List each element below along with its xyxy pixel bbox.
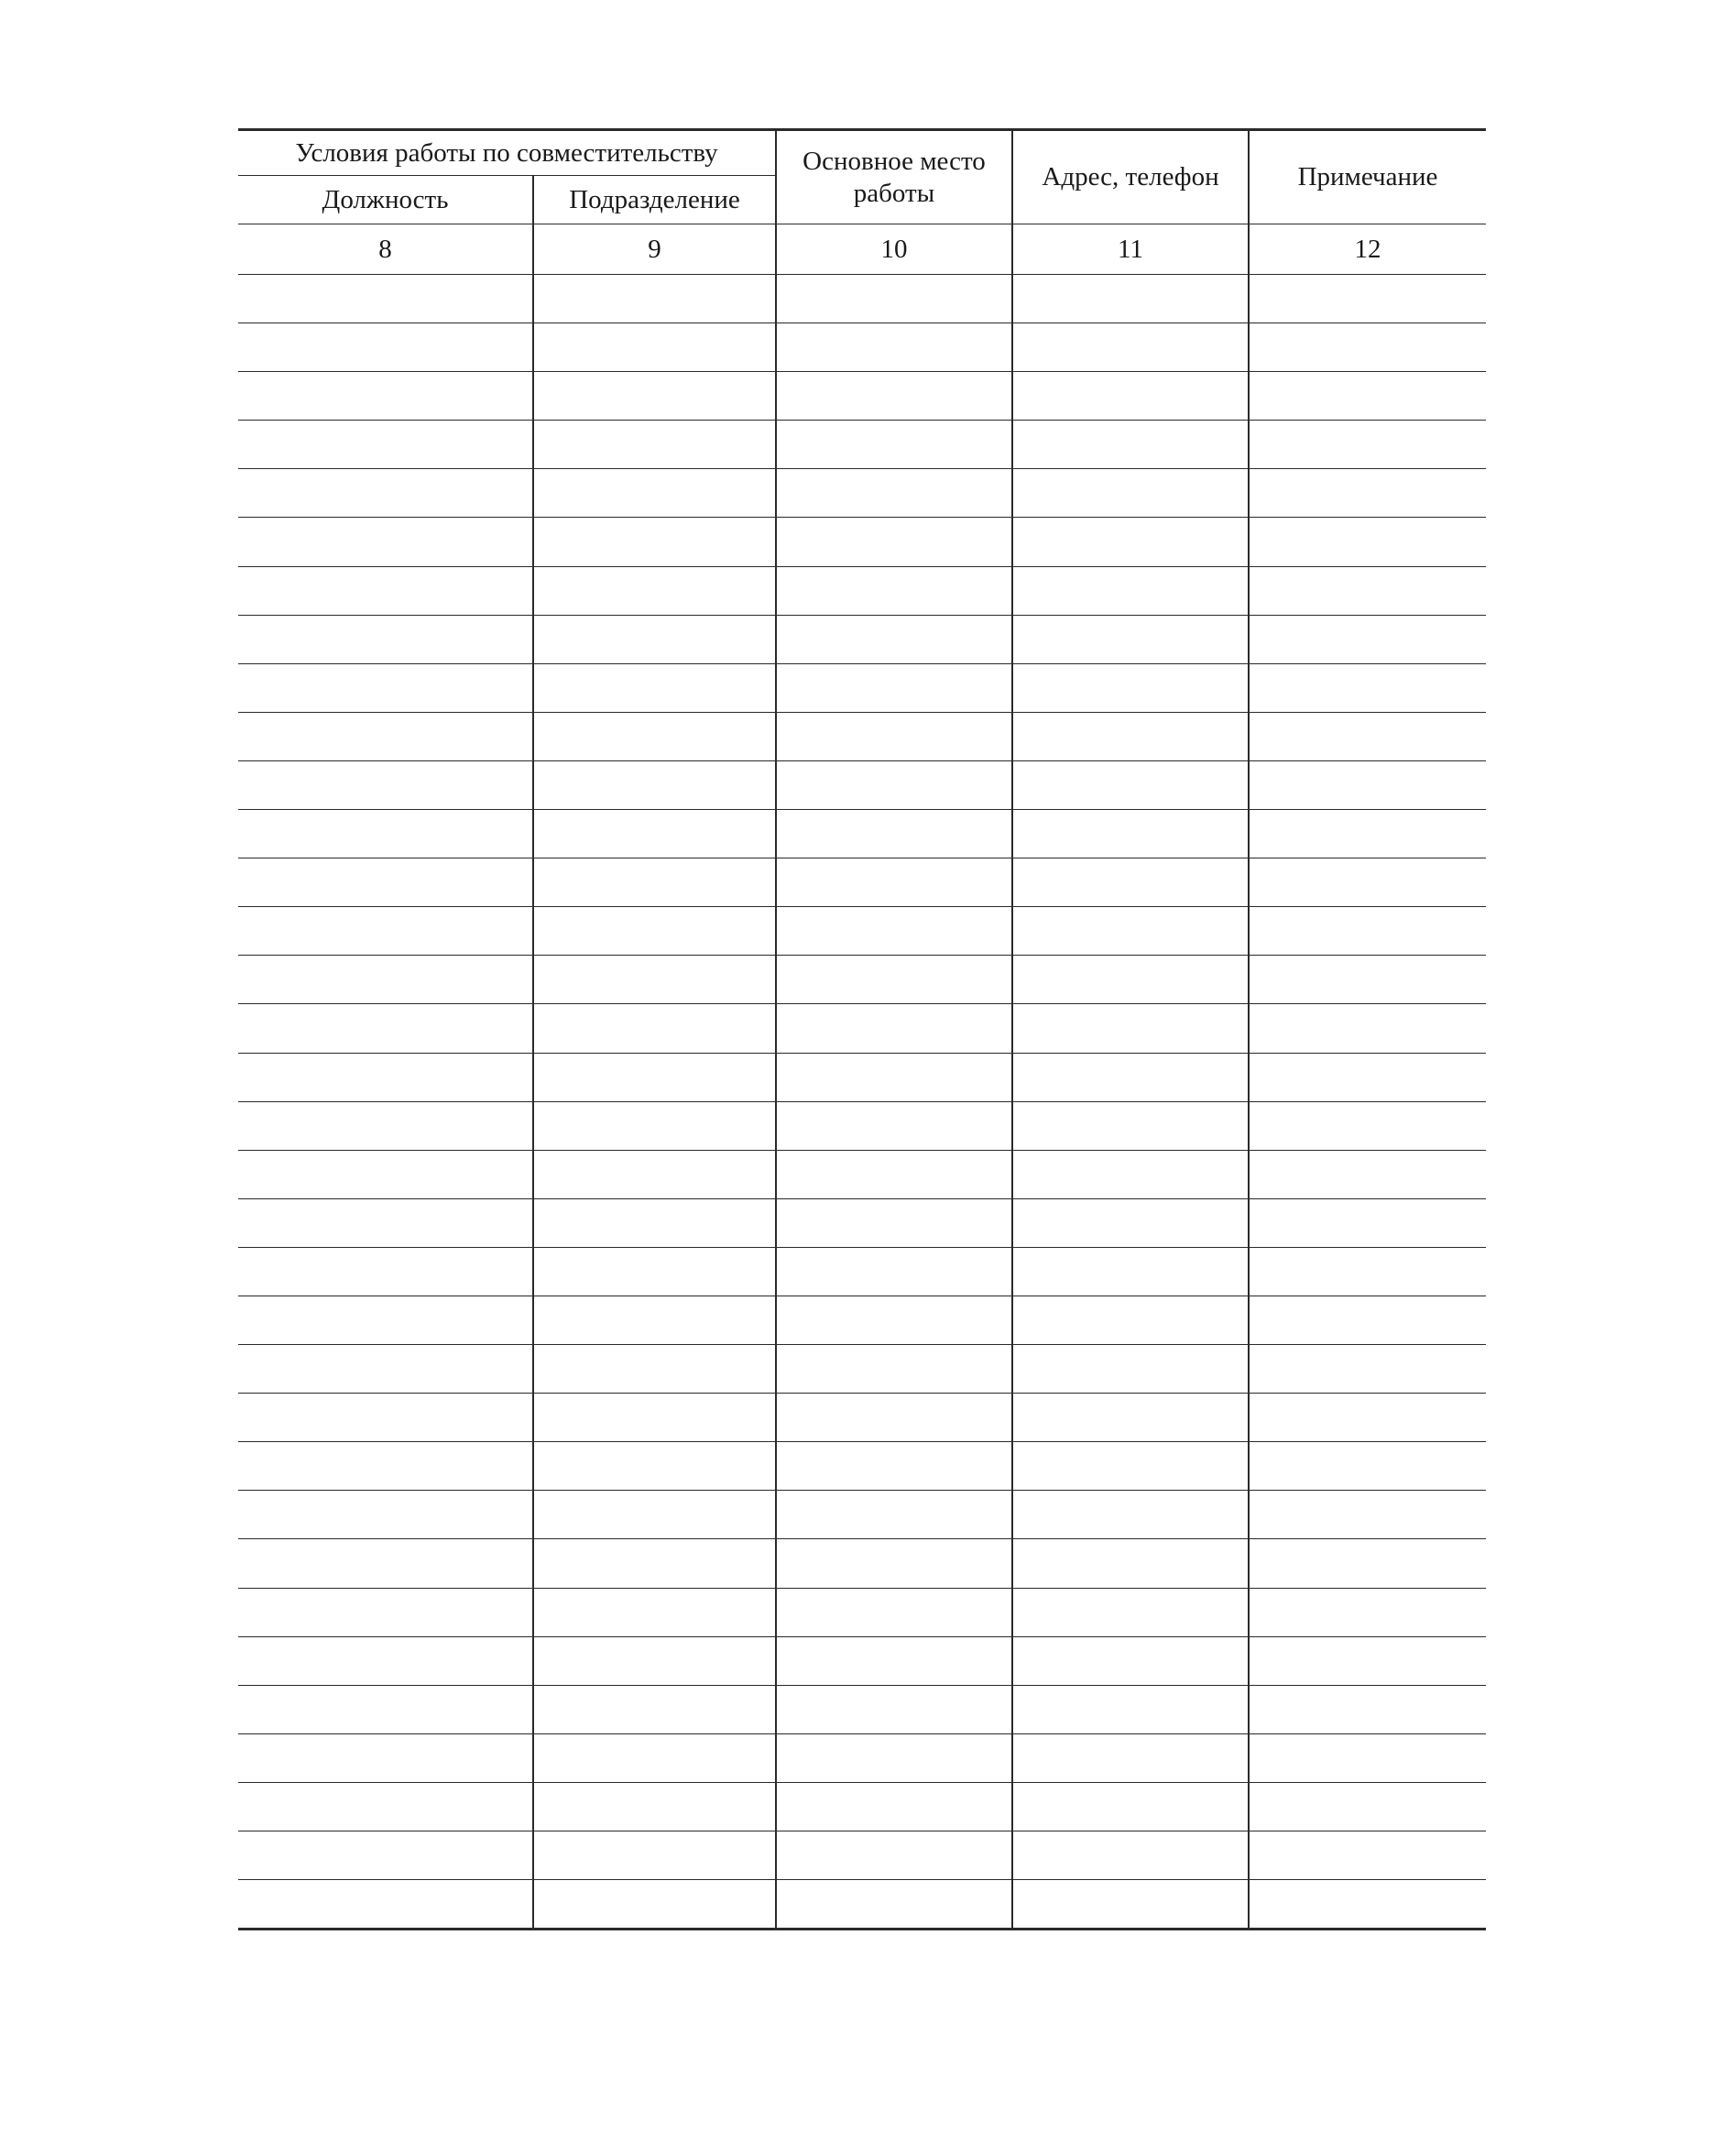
empty-cell-main-workplace [776, 1782, 1012, 1831]
empty-cell-address-phone [1012, 1150, 1249, 1198]
empty-cell-position [238, 1053, 533, 1101]
empty-cell-main-workplace [776, 810, 1012, 858]
empty-cell-note [1249, 372, 1486, 421]
header-address-phone: Адрес, телефон [1012, 130, 1249, 224]
empty-cell-note [1249, 1101, 1486, 1150]
empty-cell-main-workplace [776, 1004, 1012, 1053]
empty-cell-main-workplace [776, 566, 1012, 615]
empty-cell-position [238, 1345, 533, 1394]
empty-cell-address-phone [1012, 1296, 1249, 1344]
empty-cell-address-phone [1012, 1198, 1249, 1247]
empty-cell-department [533, 956, 776, 1004]
empty-cell-address-phone [1012, 1053, 1249, 1101]
table-row [238, 1685, 1486, 1733]
empty-cell-main-workplace [776, 1296, 1012, 1344]
empty-cell-department [533, 810, 776, 858]
column-number-12: 12 [1249, 224, 1486, 275]
empty-cell-department [533, 469, 776, 518]
empty-cell-main-workplace [776, 1491, 1012, 1539]
empty-cell-main-workplace [776, 323, 1012, 372]
table-row [238, 1880, 1486, 1930]
empty-cell-position [238, 1782, 533, 1831]
empty-cell-note [1249, 858, 1486, 907]
empty-cell-department [533, 1491, 776, 1539]
table-body [238, 275, 1486, 1930]
empty-cell-position [238, 1685, 533, 1733]
empty-cell-department [533, 1782, 776, 1831]
table-row [238, 956, 1486, 1004]
table-row [238, 518, 1486, 566]
empty-cell-main-workplace [776, 615, 1012, 663]
empty-cell-address-phone [1012, 907, 1249, 956]
empty-cell-main-workplace [776, 518, 1012, 566]
empty-cell-department [533, 1733, 776, 1782]
empty-cell-note [1249, 1636, 1486, 1685]
empty-cell-note [1249, 1831, 1486, 1880]
empty-cell-main-workplace [776, 469, 1012, 518]
empty-cell-position [238, 421, 533, 469]
empty-cell-address-phone [1012, 1685, 1249, 1733]
table-row [238, 566, 1486, 615]
table-row [238, 1733, 1486, 1782]
table-row [238, 469, 1486, 518]
empty-cell-department [533, 1345, 776, 1394]
empty-cell-address-phone [1012, 1004, 1249, 1053]
empty-cell-address-phone [1012, 275, 1249, 323]
empty-cell-main-workplace [776, 1345, 1012, 1394]
table-row [238, 907, 1486, 956]
empty-cell-position [238, 1101, 533, 1150]
table-row [238, 323, 1486, 372]
empty-cell-position [238, 1588, 533, 1636]
empty-cell-note [1249, 421, 1486, 469]
empty-cell-position [238, 1004, 533, 1053]
empty-cell-note [1249, 469, 1486, 518]
empty-cell-position [238, 810, 533, 858]
table-row [238, 1394, 1486, 1442]
empty-cell-position [238, 1491, 533, 1539]
table-row [238, 810, 1486, 858]
empty-cell-address-phone [1012, 956, 1249, 1004]
empty-cell-position [238, 615, 533, 663]
empty-cell-note [1249, 1053, 1486, 1101]
empty-cell-position [238, 956, 533, 1004]
empty-cell-department [533, 663, 776, 712]
empty-cell-note [1249, 615, 1486, 663]
empty-cell-note [1249, 1345, 1486, 1394]
empty-cell-department [533, 760, 776, 809]
empty-cell-note [1249, 760, 1486, 809]
column-number-9: 9 [533, 224, 776, 275]
table-row [238, 1782, 1486, 1831]
empty-cell-address-phone [1012, 1345, 1249, 1394]
empty-cell-department [533, 1247, 776, 1296]
table-row [238, 615, 1486, 663]
empty-cell-main-workplace [776, 956, 1012, 1004]
column-number-8: 8 [238, 224, 533, 275]
empty-cell-note [1249, 1491, 1486, 1539]
empty-cell-main-workplace [776, 275, 1012, 323]
empty-cell-position [238, 1198, 533, 1247]
empty-cell-main-workplace [776, 1198, 1012, 1247]
empty-cell-main-workplace [776, 1394, 1012, 1442]
empty-cell-department [533, 858, 776, 907]
empty-cell-position [238, 1296, 533, 1344]
empty-cell-note [1249, 518, 1486, 566]
empty-cell-department [533, 712, 776, 760]
empty-cell-main-workplace [776, 1247, 1012, 1296]
empty-cell-note [1249, 1588, 1486, 1636]
empty-cell-position [238, 518, 533, 566]
empty-cell-department [533, 1588, 776, 1636]
header-main-workplace [776, 130, 1012, 224]
empty-cell-note [1249, 1296, 1486, 1344]
empty-cell-main-workplace [776, 1733, 1012, 1782]
empty-cell-note [1249, 1539, 1486, 1588]
empty-cell-main-workplace [776, 858, 1012, 907]
empty-cell-address-phone [1012, 1782, 1249, 1831]
table-row [238, 1345, 1486, 1394]
table-row [238, 421, 1486, 469]
empty-cell-address-phone [1012, 372, 1249, 421]
empty-cell-department [533, 615, 776, 663]
table-row [238, 1101, 1486, 1150]
empty-cell-address-phone [1012, 1101, 1249, 1150]
empty-cell-main-workplace [776, 1880, 1012, 1930]
empty-cell-position [238, 1880, 533, 1930]
table-row [238, 1831, 1486, 1880]
empty-cell-main-workplace [776, 1442, 1012, 1491]
empty-cell-main-workplace [776, 907, 1012, 956]
header-main-workplace-line2: работы [853, 178, 935, 208]
empty-cell-position [238, 907, 533, 956]
empty-cell-department [533, 907, 776, 956]
header-position: Должность [238, 176, 533, 224]
empty-cell-main-workplace [776, 663, 1012, 712]
empty-cell-department [533, 1004, 776, 1053]
empty-cell-note [1249, 1394, 1486, 1442]
empty-cell-department [533, 518, 776, 566]
empty-cell-note [1249, 1782, 1486, 1831]
empty-cell-department [533, 275, 776, 323]
empty-cell-position [238, 1150, 533, 1198]
table-row [238, 712, 1486, 760]
empty-cell-department [533, 1101, 776, 1150]
header-department: Подразделение [533, 176, 776, 224]
empty-cell-address-phone [1012, 421, 1249, 469]
personnel-register-table [238, 128, 1486, 1930]
table-row [238, 1539, 1486, 1588]
empty-cell-position [238, 323, 533, 372]
table-row [238, 1442, 1486, 1491]
empty-cell-note [1249, 1685, 1486, 1733]
empty-cell-address-phone [1012, 323, 1249, 372]
empty-cell-note [1249, 323, 1486, 372]
empty-cell-address-phone [1012, 615, 1249, 663]
empty-cell-position [238, 1247, 533, 1296]
table-row [238, 1247, 1486, 1296]
empty-cell-position [238, 275, 533, 323]
empty-cell-position [238, 1636, 533, 1685]
empty-cell-note [1249, 1004, 1486, 1053]
empty-cell-address-phone [1012, 810, 1249, 858]
table-row [238, 1636, 1486, 1685]
empty-cell-note [1249, 1733, 1486, 1782]
empty-cell-note [1249, 1198, 1486, 1247]
empty-cell-department [533, 372, 776, 421]
empty-cell-address-phone [1012, 1831, 1249, 1880]
empty-cell-department [533, 1296, 776, 1344]
empty-cell-position [238, 1539, 533, 1588]
empty-cell-department [533, 566, 776, 615]
empty-cell-note [1249, 275, 1486, 323]
empty-cell-address-phone [1012, 712, 1249, 760]
column-number-11: 11 [1012, 224, 1249, 275]
empty-cell-department [533, 1880, 776, 1930]
empty-cell-department [533, 421, 776, 469]
empty-cell-position [238, 469, 533, 518]
empty-cell-position [238, 858, 533, 907]
empty-cell-main-workplace [776, 421, 1012, 469]
empty-cell-note [1249, 956, 1486, 1004]
empty-cell-position [238, 663, 533, 712]
empty-cell-department [533, 1831, 776, 1880]
empty-cell-main-workplace [776, 1685, 1012, 1733]
empty-cell-main-workplace [776, 760, 1012, 809]
empty-cell-main-workplace [776, 1588, 1012, 1636]
empty-cell-position [238, 1394, 533, 1442]
empty-cell-note [1249, 907, 1486, 956]
empty-cell-position [238, 1733, 533, 1782]
empty-cell-address-phone [1012, 1636, 1249, 1685]
empty-cell-note [1249, 810, 1486, 858]
table-row [238, 858, 1486, 907]
header-part-time-conditions: Условия работы по совместительству [238, 130, 776, 176]
empty-cell-department [533, 1394, 776, 1442]
empty-cell-address-phone [1012, 1539, 1249, 1588]
table-row [238, 1588, 1486, 1636]
header-note: Примечание [1249, 130, 1486, 224]
table-row [238, 663, 1486, 712]
table-row [238, 372, 1486, 421]
empty-cell-position [238, 712, 533, 760]
empty-cell-main-workplace [776, 1101, 1012, 1150]
empty-cell-main-workplace [776, 372, 1012, 421]
empty-cell-note [1249, 1150, 1486, 1198]
empty-cell-department [533, 1150, 776, 1198]
empty-cell-department [533, 323, 776, 372]
empty-cell-address-phone [1012, 566, 1249, 615]
empty-cell-address-phone [1012, 518, 1249, 566]
empty-cell-address-phone [1012, 858, 1249, 907]
table-row [238, 1150, 1486, 1198]
empty-cell-main-workplace [776, 1150, 1012, 1198]
empty-cell-address-phone [1012, 760, 1249, 809]
empty-cell-note [1249, 1442, 1486, 1491]
header-main-workplace-line1: Основное место [802, 146, 986, 176]
table-row [238, 1491, 1486, 1539]
empty-cell-position [238, 566, 533, 615]
empty-cell-position [238, 1831, 533, 1880]
empty-cell-position [238, 1442, 533, 1491]
empty-cell-address-phone [1012, 1394, 1249, 1442]
empty-cell-address-phone [1012, 1442, 1249, 1491]
table-row [238, 1296, 1486, 1344]
empty-cell-department [533, 1685, 776, 1733]
empty-cell-note [1249, 712, 1486, 760]
empty-cell-main-workplace [776, 1831, 1012, 1880]
table-row [238, 760, 1486, 809]
empty-cell-address-phone [1012, 1247, 1249, 1296]
empty-cell-department [533, 1539, 776, 1588]
empty-cell-note [1249, 566, 1486, 615]
empty-cell-note [1249, 663, 1486, 712]
empty-cell-main-workplace [776, 1053, 1012, 1101]
empty-cell-department [533, 1198, 776, 1247]
table-row [238, 1198, 1486, 1247]
empty-cell-department [533, 1053, 776, 1101]
empty-cell-position [238, 372, 533, 421]
table-row [238, 1053, 1486, 1101]
table-row [238, 1004, 1486, 1053]
empty-cell-address-phone [1012, 469, 1249, 518]
empty-cell-note [1249, 1247, 1486, 1296]
empty-cell-main-workplace [776, 712, 1012, 760]
empty-cell-main-workplace [776, 1636, 1012, 1685]
empty-cell-position [238, 760, 533, 809]
empty-cell-address-phone [1012, 1588, 1249, 1636]
column-number-10: 10 [776, 224, 1012, 275]
empty-cell-address-phone [1012, 1880, 1249, 1930]
empty-cell-main-workplace [776, 1539, 1012, 1588]
empty-cell-address-phone [1012, 1491, 1249, 1539]
empty-cell-address-phone [1012, 1733, 1249, 1782]
table-row [238, 275, 1486, 323]
empty-cell-department [533, 1442, 776, 1491]
empty-cell-department [533, 1636, 776, 1685]
empty-cell-address-phone [1012, 663, 1249, 712]
empty-cell-note [1249, 1880, 1486, 1930]
